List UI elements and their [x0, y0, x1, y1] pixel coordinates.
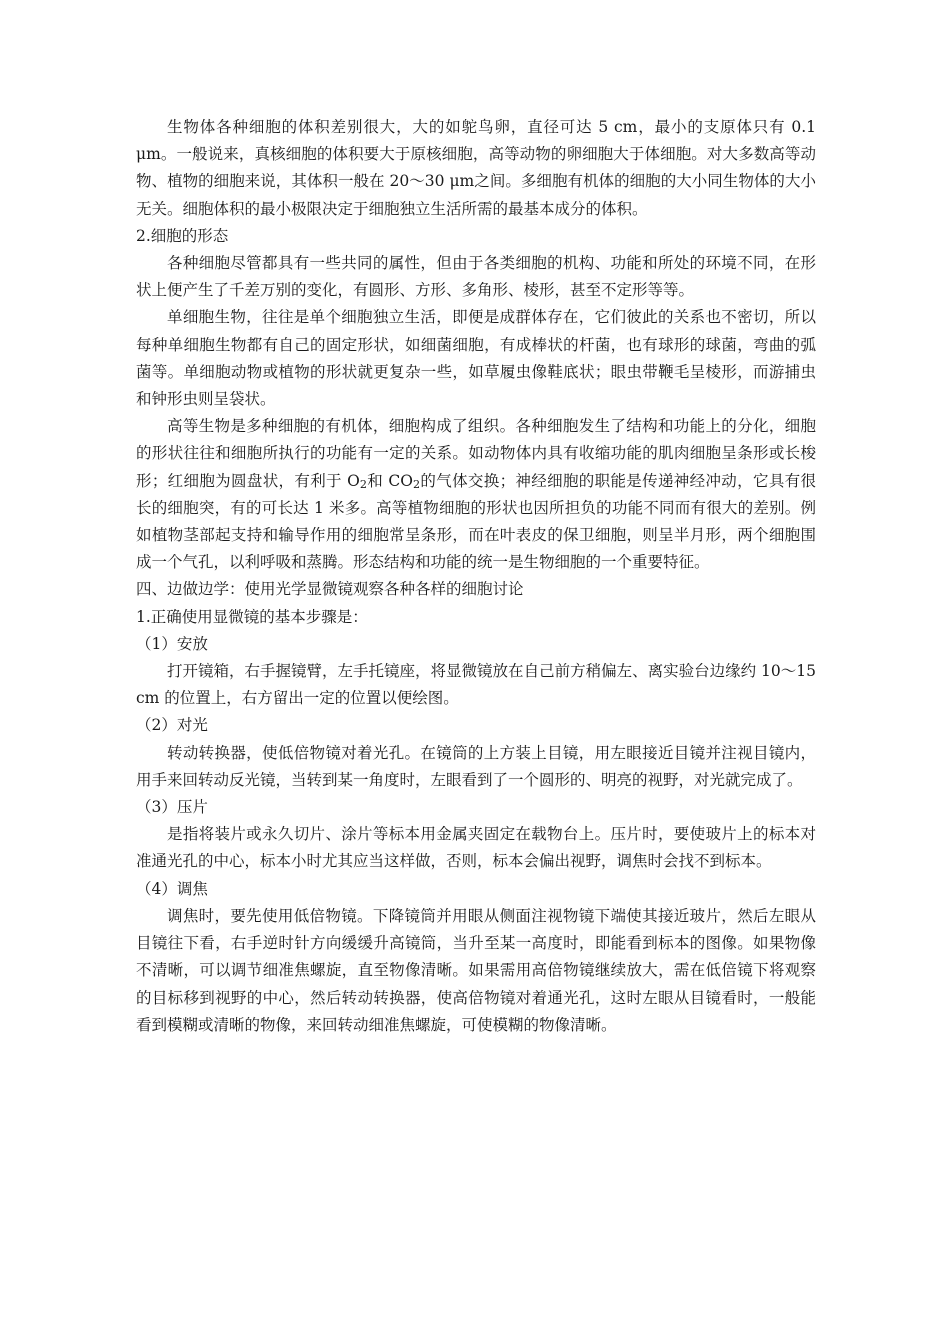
step-text-placement: 打开镜箱，右手握镜臂，左手托镜座，将显微镜放在自己前方稍偏左、离实验台边缘约 10～15 cm 的位置上，右方留出一定的位置以便绘图。 — [136, 662, 816, 708]
step-label-slide-mounting: （3）压片 — [136, 798, 208, 817]
paragraph-multicellular-part-c: 的气体交换；神经细胞的职能是传递神经冲动，它具有很长的细胞突，有的可长达 1 米多。高等植物细胞的形状也因所担负的功能不同而有很大的差别。例如植物茎部起支持和输导作用的细胞常呈条形，而在叶表皮的保卫细胞，则呈半月形，两个细胞围成一个气孔，以利呼吸和蒸腾。形态结构和功能的统一是生物细胞的一个重要特征。 — [136, 471, 816, 572]
heading-microscope-steps: 1.正确使用显微镜的基本步骤是： — [136, 607, 368, 626]
step-text-light-alignment: 转动转换器，使低倍物镜对着光孔。在镜筒的上方装上目镜，用左眼接近目镜并注视目镜内，用手来回转动反光镜，当转到某一角度时，左眼看到了一个圆形的、明亮的视野，对光就完成了。 — [136, 743, 816, 789]
document-page — [136, 114, 816, 1039]
paragraph-multicellular-part-a: 高等生物是多种细胞的有机体，细胞构成了组织。各种细胞发生了结构和功能上的分化，细胞的形状往往和细胞所执行的功能有一定的关系。如动物体内具有收缩功能的肌肉细胞呈条形或长梭形；红细胞为圆盘状，有利于 O — [136, 417, 816, 490]
step-label-placement: （1）安放 — [136, 634, 208, 653]
paragraph-multicellular — [136, 413, 816, 576]
subscript-co2: 2 — [412, 477, 421, 491]
step-label-light-alignment: （2）对光 — [136, 716, 208, 735]
step-label-focusing: （4）调焦 — [136, 879, 208, 898]
heading-section-four: 四、边做边学：使用光学显微镜观察各种各样的细胞讨论 — [136, 580, 524, 599]
heading-cell-shape: 2.细胞的形态 — [136, 226, 229, 245]
step-text-slide-mounting: 是指将装片或永久切片、涂片等标本用金属夹固定在载物台上。压片时，要使玻片上的标本对准通光孔的中心，标本小时尤其应当这样做，否则，标本会偏出视野，调焦时会找不到标本。 — [136, 825, 816, 871]
subscript-o2: 2 — [359, 477, 367, 491]
paragraph-cell-size: 生物体各种细胞的体积差别很大，大的如鸵鸟卵，直径可达 5 cm，最小的支原体只有 0.1 μm。一般说来，真核细胞的体积要大于原核细胞，高等动物的卵细胞大于体细胞。对大多数高等动物、植物的细胞来说，其体积一般在 20～30 μm之间。多细胞有机体的细胞的大小同生物体的大小无关。细胞体积的最小极限决定于细胞独立生活所需的最基本成分的体积。 — [136, 118, 816, 218]
step-text-focusing: 调焦时，要先使用低倍物镜。下降镜筒并用眼从侧面注视物镜下端使其接近玻片，然后左眼从目镜往下看，右手逆时针方向缓缓升高镜筒，当升至某一高度时，即能看到标本的图像。如果物像不清晰，可以调节细准焦螺旋，直至物像清晰。如果需用高倍物镜继续放大，需在低倍镜下将观察的目标移到视野的中心，然后转动转换器，使高倍物镜对着通光孔，这时左眼从目镜看时，一般能看到模糊或清晰的物像，来回转动细准焦螺旋，可使模糊的物像清晰。 — [136, 906, 816, 1034]
paragraph-multicellular-part-b: 和 CO — [366, 471, 413, 490]
paragraph-unicellular: 单细胞生物，往往是单个细胞独立生活，即便是成群体存在，它们彼此的关系也不密切，所以每种单细胞生物都有自己的固定形状，如细菌细胞，有成棒状的杆菌，也有球形的球菌，弯曲的弧菌等。单细胞动物或植物的形状就更复杂一些，如草履虫像鞋底状；眼虫带鞭毛呈棱形，而游捕虫和钟形虫则呈袋状。 — [136, 308, 816, 409]
paragraph-cell-shape-intro: 各种细胞尽管都具有一些共同的属性，但由于各类细胞的机构、功能和所处的环境不同，在形状上便产生了千差万别的变化，有圆形、方形、多角形、棱形，甚至不定形等等。 — [136, 254, 816, 300]
